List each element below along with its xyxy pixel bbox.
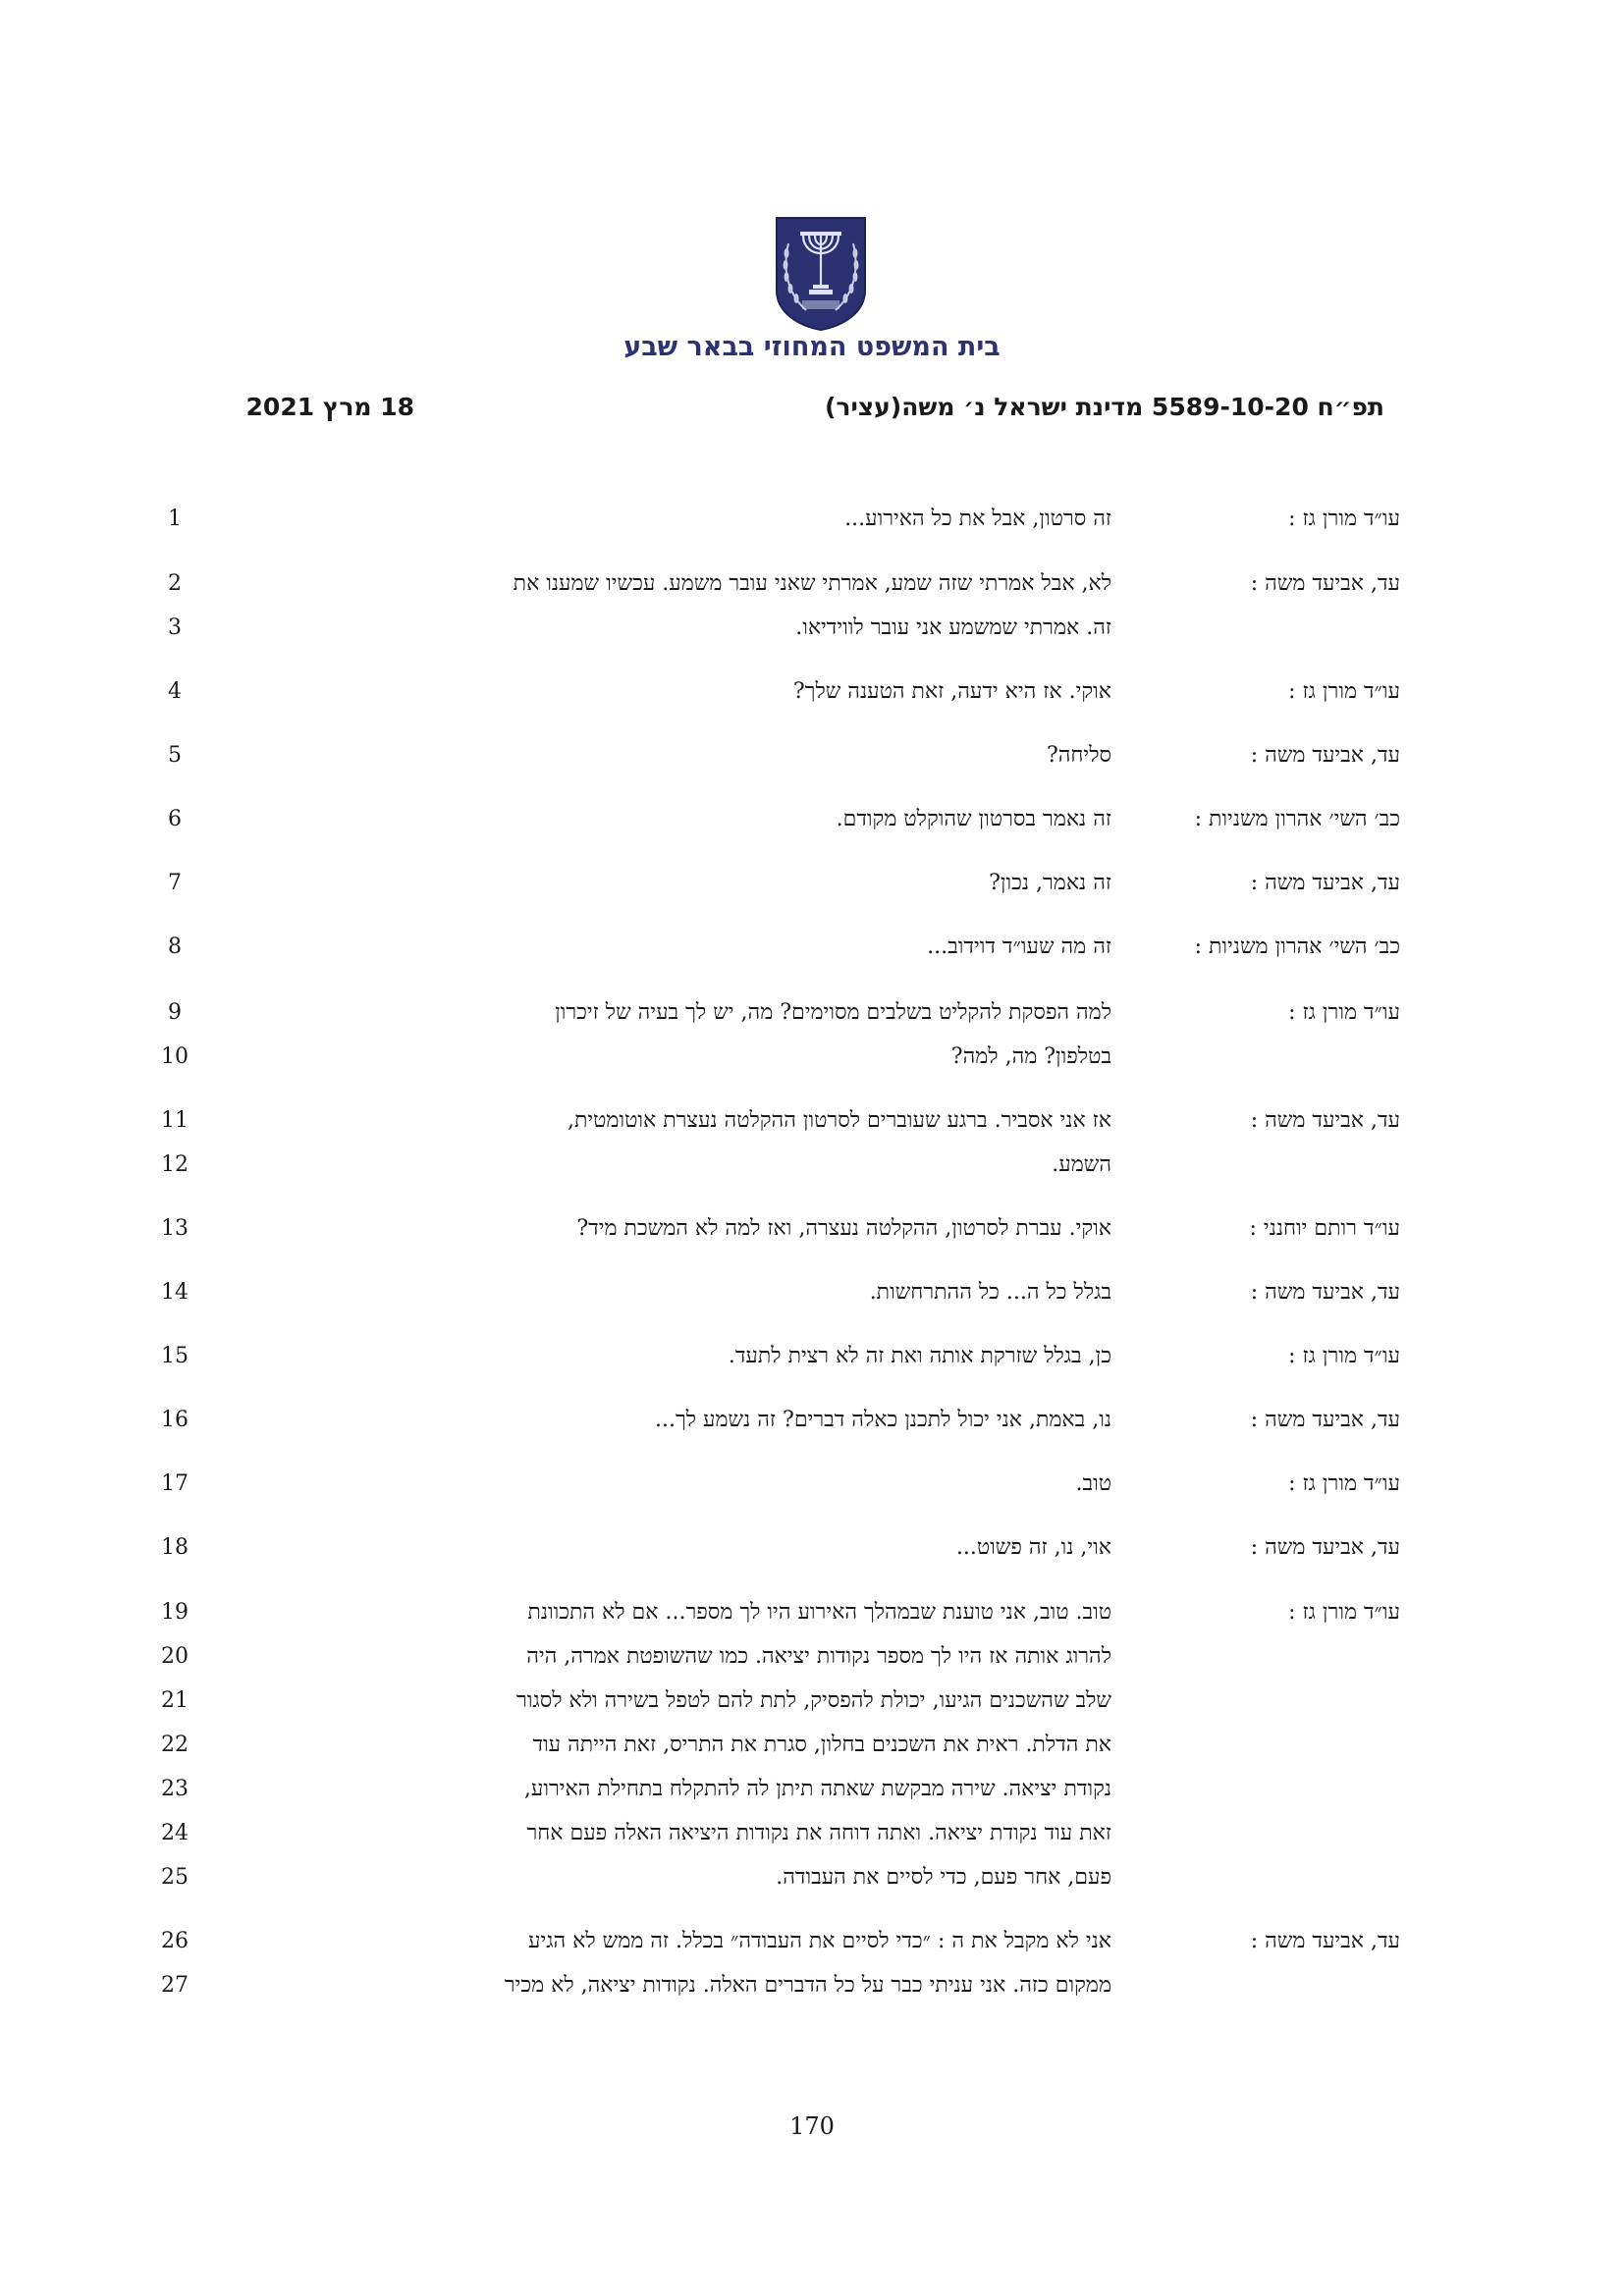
line-number: 12	[161, 1152, 189, 1177]
utterance-text: אוי, נו, זה פשוט...	[955, 1535, 1111, 1560]
utterance-text: לא, אבל אמרתי שזה שמע, אמרתי שאני עובר משמע. עכשיו שמענו את	[513, 571, 1111, 596]
line-number: 26	[161, 1929, 189, 1953]
speaker-label: עו״ד מורן גז :	[1288, 1000, 1400, 1025]
speaker-label: כב׳ השי׳ אהרון משניות :	[1194, 934, 1400, 959]
speaker-label: עו״ד מורן גז :	[1288, 1600, 1400, 1625]
line-number: 21	[161, 1688, 189, 1713]
line-number: 11	[161, 1108, 189, 1133]
utterance-text: ממקום כזה. אני עניתי כבר על כל הדברים האלה. נקודות יציאה, לא מכיר	[504, 1973, 1111, 1998]
speaker-label: כב׳ השי׳ אהרון משניות :	[1194, 807, 1400, 831]
speaker-label: עד, אביעד משה :	[1250, 871, 1400, 895]
transcript-line	[0, 562, 1624, 606]
transcript-line	[0, 734, 1624, 777]
utterance-text: זה נאמר, נכון?	[989, 871, 1111, 895]
transcript-line	[0, 1680, 1624, 1723]
utterance-text: טוב. טוב, אני טוענת שבמהלך האירוע היו לך מספר... אם לא התכוונת	[527, 1600, 1111, 1625]
transcript-line	[0, 1207, 1624, 1251]
transcript-line	[0, 1812, 1624, 1855]
transcript-line	[0, 1463, 1624, 1506]
utterance-text: זאת עוד נקודת יציאה. ואתה דוחה את נקודות היציאה האלה פעם אחר	[526, 1821, 1111, 1845]
transcript-line	[0, 1399, 1624, 1442]
speaker-label: עד, אביעד משה :	[1250, 1535, 1400, 1560]
transcript-line	[0, 1099, 1624, 1143]
line-number: 2	[168, 571, 182, 596]
utterance-text: אז אני אסביר. ברגע שעוברים לסרטון ההקלטה נעצרת אוטומטית,	[567, 1108, 1111, 1133]
utterance-text: זה מה שעו״ד דוידוב...	[927, 934, 1111, 959]
transcript-line	[0, 1036, 1624, 1079]
line-number: 22	[161, 1733, 189, 1757]
line-number: 15	[161, 1344, 189, 1368]
utterance-text: זה נאמר בסרטון שהוקלט מקודם.	[836, 807, 1111, 831]
utterance-text: אוקי. עברת לסרטון, ההקלטה נעצרה, ואז למה לא המשכת מיד?	[576, 1216, 1111, 1241]
page-number: 170	[789, 2112, 835, 2140]
speaker-label: עו״ד רותם יוחנני :	[1249, 1216, 1400, 1241]
line-number: 18	[161, 1535, 189, 1560]
utterance-text: טוב.	[1075, 1471, 1111, 1496]
line-number: 23	[161, 1777, 189, 1801]
speaker-label: עד, אביעד משה :	[1250, 1929, 1400, 1953]
line-number: 16	[161, 1408, 189, 1432]
menorah-emblem-icon	[773, 214, 869, 332]
speaker-label: עד, אביעד משה :	[1250, 1108, 1400, 1133]
transcript-line	[0, 1635, 1624, 1679]
speaker-label: עד, אביעד משה :	[1250, 571, 1400, 596]
speaker-label: עו״ד מורן גז :	[1288, 1344, 1400, 1368]
utterance-text: למה הפסקת להקליט בשלבים מסוימים? מה, יש לך בעיה של זיכרון	[555, 1000, 1111, 1025]
transcript-line	[0, 670, 1624, 714]
line-number: 13	[161, 1216, 189, 1241]
utterance-text: סליחה?	[1046, 743, 1111, 768]
line-number: 5	[168, 743, 182, 768]
line-number: 14	[161, 1280, 189, 1305]
speaker-label: עו״ד מורן גז :	[1288, 507, 1400, 531]
speaker-label: עו״ד מורן גז :	[1288, 1471, 1400, 1496]
line-number: 7	[168, 871, 182, 895]
transcript-line	[0, 926, 1624, 969]
utterance-text: אוקי. אז היא ידעה, זאת הטענה שלך?	[792, 679, 1111, 704]
speaker-label: עו״ד מורן גז :	[1288, 679, 1400, 704]
line-number: 25	[161, 1865, 189, 1890]
line-number: 20	[161, 1644, 189, 1669]
utterance-text: השמע.	[1052, 1152, 1111, 1177]
utterance-text: בטלפון? מה, למה?	[950, 1044, 1111, 1069]
utterance-text: אני לא מקבל את ה : ״כדי לסיים את העבודה״ בכלל. זה ממש לא הגיע	[528, 1929, 1111, 1953]
transcript-line	[0, 1920, 1624, 1963]
transcript-line	[0, 498, 1624, 541]
transcript-line	[0, 991, 1624, 1035]
transcript-line	[0, 798, 1624, 841]
utterance-text: נו, באמת, אני יכול לתכנן כאלה דברים? זה נשמע לך...	[654, 1408, 1111, 1432]
utterance-text: להרוג אותה אז היו לך מספר נקודות יציאה. כמו שהשופטת אמרה, היה	[526, 1644, 1111, 1669]
speaker-label: עד, אביעד משה :	[1250, 743, 1400, 768]
transcript-line	[0, 607, 1624, 650]
utterance-text: את הדלת. ראית את השכנים בחלון, סגרת את התריס, זאת הייתה עוד	[532, 1733, 1111, 1757]
utterance-text: פעם, אחר פעם, כדי לסיים את העבודה.	[776, 1865, 1111, 1890]
line-number: 24	[161, 1821, 189, 1845]
line-number: 9	[168, 1000, 182, 1025]
line-number: 4	[168, 679, 182, 704]
utterance-text: זה סרטון, אבל את כל האירוע...	[844, 507, 1111, 531]
hearing-date: 18 מרץ 2021	[245, 393, 414, 421]
speaker-label: עד, אביעד משה :	[1250, 1408, 1400, 1432]
utterance-text: נקודת יציאה. שירה מבקשת שאתה תיתן לה להתקלח בתחילת האירוע,	[523, 1777, 1111, 1801]
utterance-text: בגלל כל ה... כל ההתרחשות.	[869, 1280, 1111, 1305]
utterance-text: שלב שהשכנים הגיעו, יכולת להפסיק, לתת להם לטפל בשירה ולא לסגור	[516, 1688, 1111, 1713]
utterance-text: זה. אמרתי שמשמע אני עובר לווידיאו.	[795, 615, 1111, 640]
line-number: 3	[168, 615, 182, 640]
line-number: 6	[168, 807, 182, 831]
court-title: בית המשפט המחוזי בבאר שבע	[623, 332, 1001, 362]
line-number: 10	[161, 1044, 189, 1069]
transcript-line	[0, 1591, 1624, 1634]
line-number: 19	[161, 1600, 189, 1625]
transcript-line	[0, 1526, 1624, 1570]
utterance-text: כן, בגלל שזרקת אותה ואת זה לא רצית לתעד.	[728, 1344, 1111, 1368]
transcript-line	[0, 1144, 1624, 1187]
transcript-line	[0, 1724, 1624, 1767]
line-number: 27	[161, 1973, 189, 1998]
transcript-line	[0, 1335, 1624, 1378]
transcript-line	[0, 1271, 1624, 1314]
transcript-line	[0, 862, 1624, 905]
speaker-label: עד, אביעד משה :	[1250, 1280, 1400, 1305]
transcript-line	[0, 1768, 1624, 1811]
transcript-line	[0, 1964, 1624, 2007]
line-number: 8	[168, 934, 182, 959]
line-number: 1	[168, 507, 182, 531]
line-number: 17	[161, 1471, 189, 1496]
case-reference: תפ״ח 5589-10-20 מדינת ישראל נ׳ משה(עציר)	[824, 393, 1384, 421]
transcript-line	[0, 1856, 1624, 1899]
